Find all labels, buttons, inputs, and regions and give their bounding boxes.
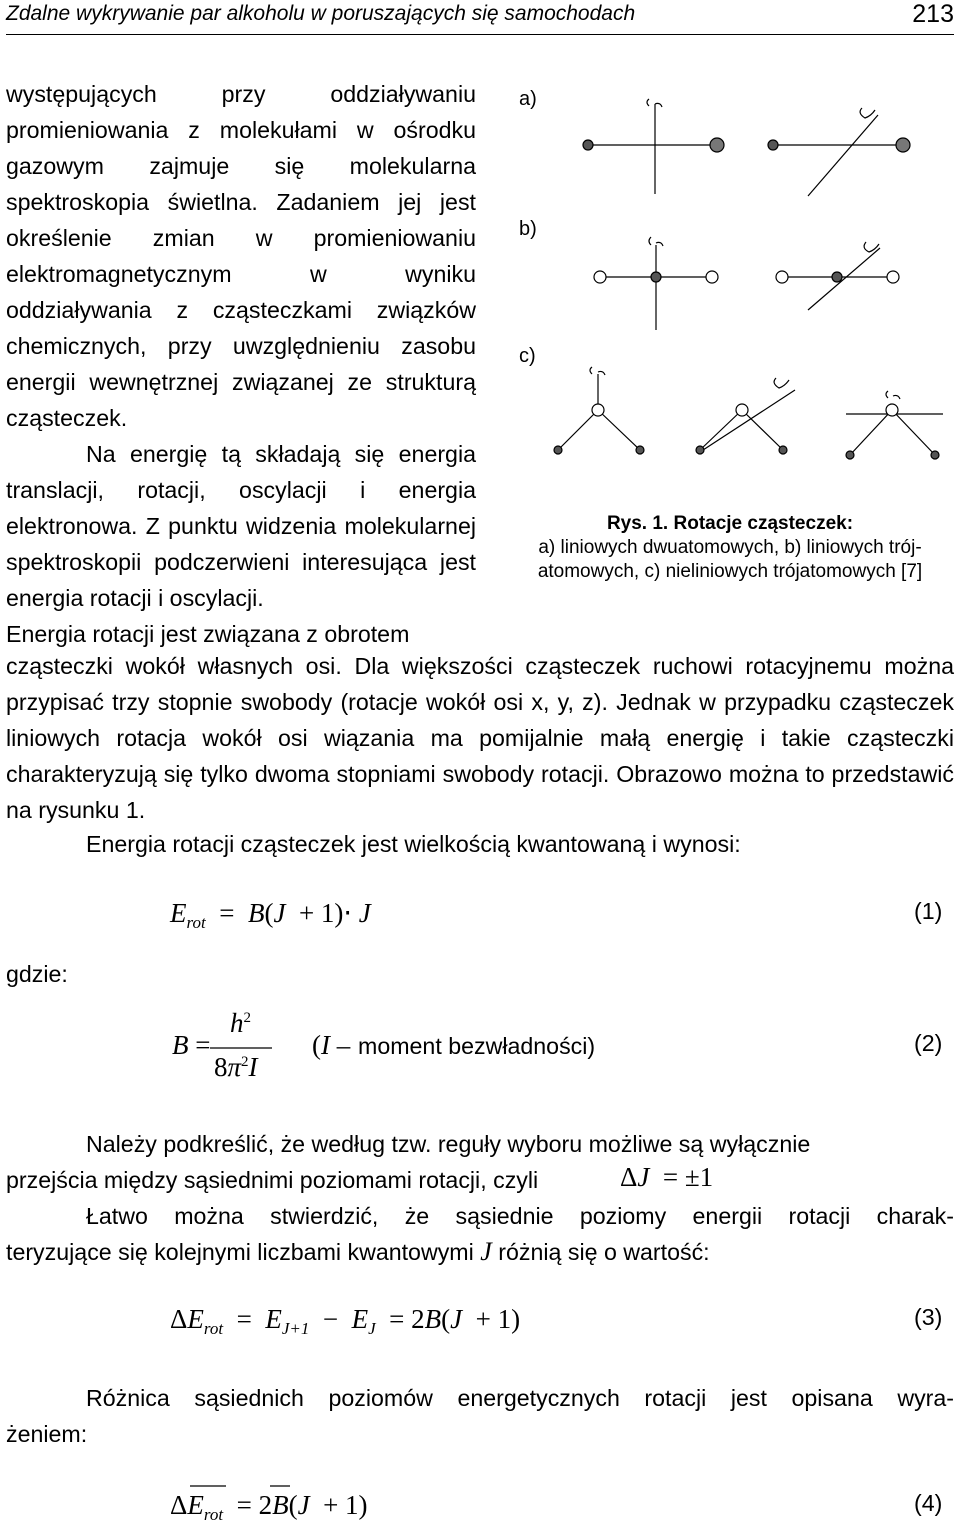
caption-text: a) liniowych dwuatomowych, b) liniowych trój-atomowych, c) nieliniowych trójatomowych [7] — [537, 537, 923, 582]
paragraph-5-line-1: Należy podkreślić, że według tzw. reguły wyboru możliwe są wyłącznie — [86, 1131, 811, 1157]
atom — [931, 451, 939, 459]
gdzie-label: gdzie: — [6, 961, 68, 987]
atom — [776, 271, 788, 283]
paragraph-2: Na energię tą składają się energia translacji, rotacji, oscylacji i energia elektronowa. Z punktu widzenia molekularnej spektroskopii podczerwieni interesująca jest energia rotacji i oscylacji. — [6, 441, 476, 611]
molecule-c3-bond-right — [892, 410, 935, 455]
figure-label-c: c) — [519, 345, 536, 367]
atom — [779, 446, 787, 454]
running-title: Zdalne wykrywanie par alkoholu w poruszających się samochodach — [6, 2, 636, 25]
atom — [710, 138, 724, 152]
atom — [594, 271, 606, 283]
page-number: 213 — [912, 0, 954, 28]
equation-4: $\Delta E_{rot} = 2B(J + 1)$ — [170, 1490, 368, 1524]
atom — [651, 272, 661, 282]
paragraph-5-line-2: przejścia między sąsiednimi poziomami rotacji, czyli — [6, 1167, 539, 1193]
equation-2-lhs: B = — [172, 1030, 211, 1060]
atom — [592, 404, 604, 416]
equation-1-number: (1) — [914, 898, 943, 924]
equation-1: $E_{rot} = B(J + 1)\cdot J$ — [170, 898, 371, 932]
atom — [846, 451, 854, 459]
rotation-arrow-b1 — [649, 237, 663, 246]
paragraph-6-line-1: Łatwo można stwierdzić, że sąsiednie poziomy energii rotacji charak- — [86, 1203, 954, 1229]
figure-label-b: b) — [519, 218, 537, 240]
atom — [583, 140, 593, 150]
equation-2-note-text: moment bezwładności) — [358, 1033, 596, 1059]
selection-rule: ΔJ = ±1 — [620, 1162, 714, 1192]
molecule-c1-bond-right — [598, 410, 640, 450]
atom — [896, 138, 910, 152]
equation-3-number: (3) — [914, 1304, 943, 1330]
molecule-c2-bond-left — [700, 410, 742, 450]
paragraph-3-continued: cząsteczki wokół własnych osi. Dla większości cząsteczek ruchowi rotacyjnemu można przypisać trzy stopnie swobody (rotacje wokół osi x, y, z). Jednak w przypadku cząsteczek liniowych rotacja wokół osi wiązania ma pomijalnie małą energię i takie cząsteczki charakteryzują się tylko dwoma stopniami swobody rotacji. Obrazowo można to przedstawić na rysunku 1. — [6, 653, 954, 823]
caption-title: Rys. 1. Rotacje cząsteczek: — [606, 513, 854, 534]
equation-2-number: (2) — [914, 1030, 943, 1056]
rotation-arrow-c2 — [774, 378, 789, 388]
equation-2-note: (I – — [312, 1030, 351, 1060]
paragraph-6-part-1: teryzujące się kolejnymi liczbami kwantowymi — [6, 1239, 474, 1265]
equation-2-numerator: $h^2$ — [230, 1008, 251, 1038]
equation-3: $\Delta E_{rot} = E_{J+1} - E_J = 2B(J + 1)$ — [170, 1304, 521, 1338]
atom — [832, 272, 842, 282]
atom — [886, 404, 898, 416]
atom — [768, 140, 778, 150]
rotation-axis-b2 — [808, 248, 880, 310]
atom — [706, 271, 718, 283]
paragraph-6-part-2: różnią się o wartość: — [498, 1239, 710, 1265]
paragraph-3-start: Energia rotacji jest związana z obrotem — [6, 621, 410, 647]
atom — [554, 446, 562, 454]
atom — [696, 446, 704, 454]
rotation-arrow-c3 — [886, 391, 900, 399]
equation-2-denominator: $8\pi^2I$ — [214, 1052, 258, 1082]
paragraph-1: występujących przy oddziaływaniu promieniowania z molekułami w ośrodku gazowym zajmuje się molekularna spektroskopia świetlna. Zadaniem jej jest określenie zmian w promieniowaniu elektromagnetycznym w wyniku oddziaływania z cząsteczkami związków chemicznych, przy uwzględnieniu zasobu energii wewnętrznej związanej ze strukturą cząsteczek. — [6, 81, 476, 431]
figure-caption — [504, 512, 956, 584]
figure-label-a: a) — [519, 88, 537, 110]
rotation-axis-a2 — [808, 115, 878, 196]
molecule-rotation-figure — [0, 0, 960, 500]
rotation-arrow-a2 — [860, 108, 875, 118]
molecule-c2-bond-right — [742, 410, 783, 450]
paragraph-7-line-2: żeniem: — [6, 1421, 88, 1447]
atom — [736, 404, 748, 416]
molecule-c1-bond-left — [558, 410, 598, 450]
rotation-arrow-c1 — [590, 367, 605, 375]
molecule-c3-bond-left — [850, 410, 892, 455]
atom — [887, 271, 899, 283]
paragraph-4: Energia rotacji cząsteczek jest wielkością kwantowaną i wynosi: — [86, 831, 741, 857]
equation-4-number: (4) — [914, 1490, 943, 1516]
paragraph-6-line-2: teryzujące się kolejnymi liczbami kwantowymi J różnią się o wartość: — [6, 1237, 710, 1266]
paragraph-7-line-1: Różnica sąsiednich poziomów energetycznych rotacji jest opisana wyra- — [86, 1385, 954, 1411]
atom — [636, 446, 644, 454]
rotation-axis-c2 — [700, 390, 795, 452]
